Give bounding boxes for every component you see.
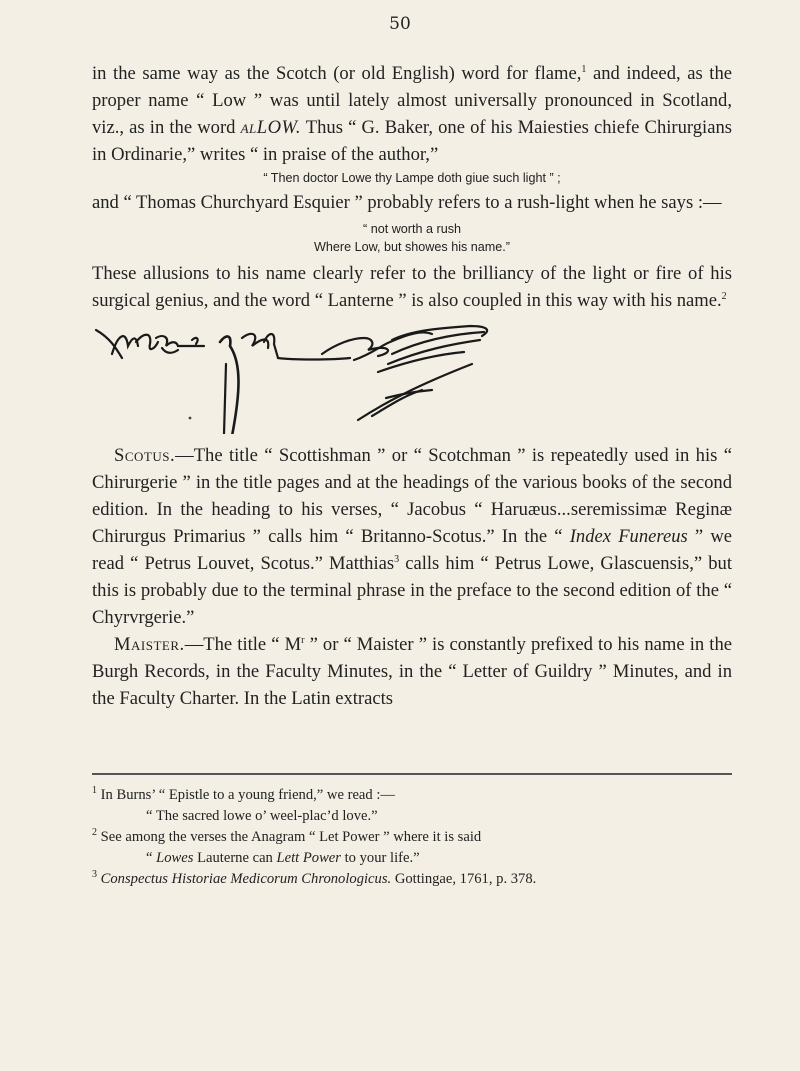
footnote-text: Lauterne can: [193, 850, 277, 866]
footnote-text: “: [146, 850, 157, 866]
footnote-italic: Lett Power: [276, 850, 341, 866]
index-funereus: Index Funereus: [569, 526, 688, 547]
footnote-number: 2: [92, 827, 97, 839]
footnote-ref-1: 1: [581, 63, 587, 75]
footnote-italic: Conspectus Historiae Medicorum Chronologicus.: [100, 871, 392, 887]
signature-svg: [92, 324, 732, 434]
text-run: ” or “ Maister ” is constantly prefixed to his name in the Burgh Records, in the Faculty Minutes, in the “ Letter of Guildry ” Minutes, and in the Faculty Charter. In the Latin extracts: [92, 634, 732, 709]
text-run: These allusions to his name clearly refer to the brilliancy of the light or fire of his surgical genius, and the word “ Lanterne ” is also coupled in this way with his name.: [92, 263, 732, 311]
footnote-number: 1: [92, 785, 97, 797]
superscript-r: r: [301, 634, 305, 646]
text-run: —The title “ M: [184, 634, 302, 655]
paragraph-3: [92, 260, 732, 314]
paragraph-scotus: [92, 442, 732, 631]
text-run: —The title “ Scottishman ” or “ Scotchman ” is repeatedly used in his “ Chirurgerie ” in the title pages and at the headings of the various books of the second edition. In the heading to his verses, “ Jacobus “ Haruæus...seremissimæ Reginæ Chirurgus Primarius ” calls him “ Britanno-Scotus.” In the “: [92, 445, 732, 547]
footnote-1-quote: “ The sacred lowe o’ weel-plac’d love.”: [146, 808, 378, 824]
footnote-1: [92, 785, 732, 806]
footnote-text: Gottingae, 1761, p. 378.: [391, 871, 537, 887]
signature-image: [92, 324, 732, 434]
quote-baker: “ Then doctor Lowe thy Lampe doth giue such light ” ;: [263, 171, 561, 185]
heading-scotus: Scotus.: [114, 445, 176, 466]
main-text: [92, 60, 732, 712]
footnote-text: In Burns’ “ Epistle to a young friend,” we read :—: [97, 787, 396, 803]
quote-churchyard: [92, 220, 732, 256]
footnote-ref-2: 2: [721, 290, 727, 302]
footnotes: [92, 785, 732, 890]
text-run: ” we read “ Petrus Louvet, Scotus.” Matthias: [92, 526, 733, 574]
footnote-2-quote: [92, 848, 732, 869]
footnote-2: [92, 827, 732, 848]
quote-line: “ not worth a rush: [363, 222, 461, 236]
footnote-number: 3: [92, 869, 97, 881]
footnote-text: See among the verses the Anagram “ Let Power ” where it is said: [97, 829, 482, 845]
paragraph-maister: [92, 631, 732, 712]
paragraph-2: and “ Thomas Churchyard Esquier ” probably refers to a rush-light when he says :—: [92, 192, 722, 213]
footnote-italic: Lowes: [156, 850, 194, 866]
footnote-text: to your life.”: [340, 850, 420, 866]
text-run: and indeed, as the proper name “ Low ” was until lately almost universally pronounced in Scotland, viz., as in the word: [92, 63, 732, 138]
footnote-3: [92, 869, 732, 890]
paragraph-1: [92, 60, 732, 168]
footnote-ref-3: 3: [394, 553, 400, 565]
text-run: Thus “ G. Baker, one of his Maiesties chiefe Chirurgians in Ordinarie,” writes “ in praise of the author,”: [92, 117, 732, 165]
text-run: calls him “ Petrus Lowe, Glascuensis,” but this is probably due to the terminal phrase in the preface to the second edition of the “ Chyrvrgerie.”: [92, 553, 732, 628]
page-number: 50: [389, 14, 411, 34]
text-run: in the same way as the Scotch (or old English) word for flame,: [92, 63, 582, 84]
heading-maister: Maister.: [114, 634, 185, 655]
footnote-rule: [92, 773, 732, 775]
quote-line: Where Low, but showes his name.”: [314, 240, 510, 254]
word-allow: alLOW.: [240, 117, 301, 138]
